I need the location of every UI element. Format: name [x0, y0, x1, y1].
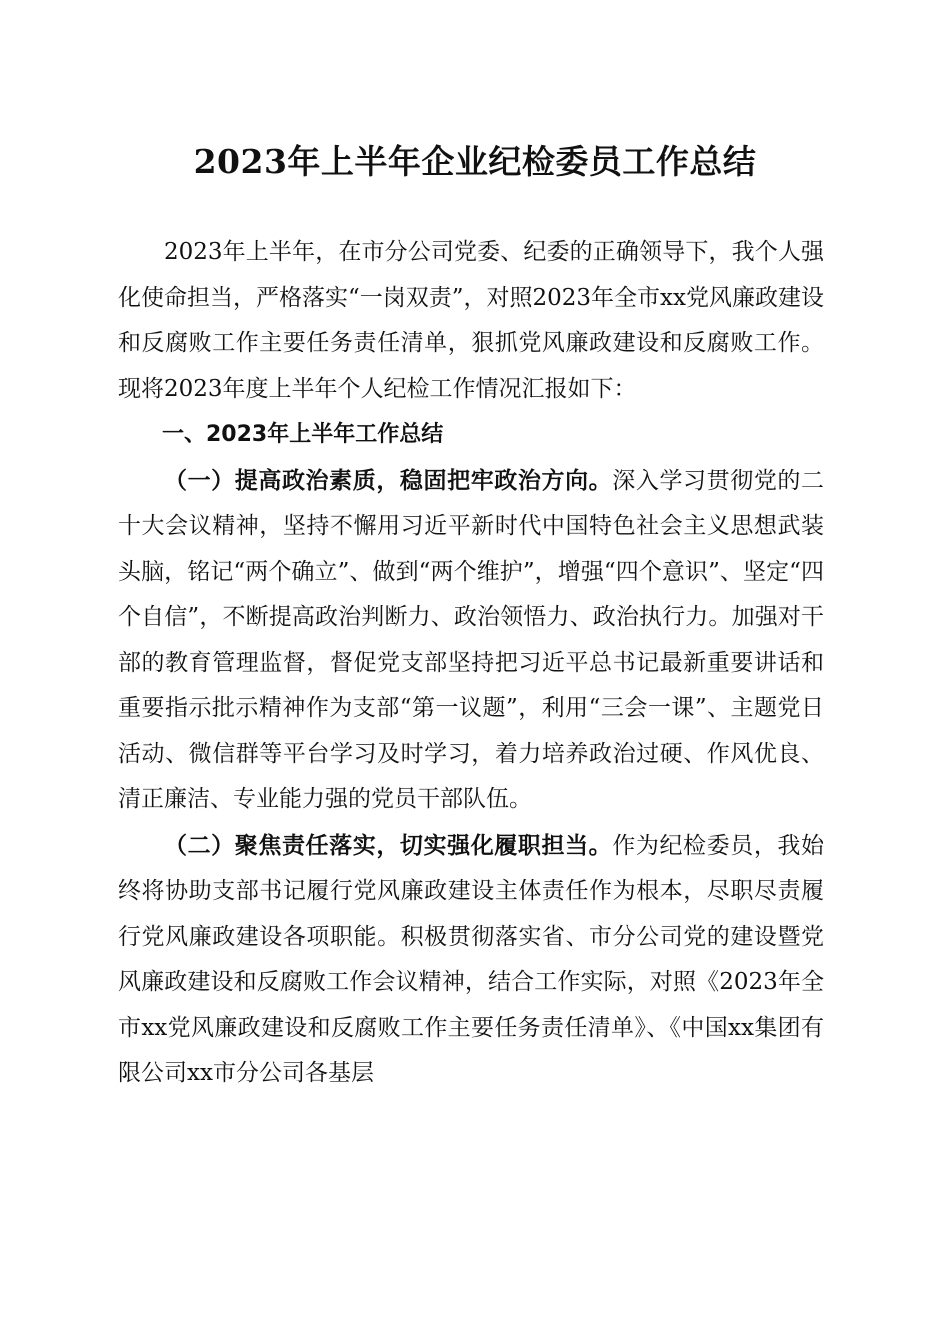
- document-body: [118, 230, 824, 1097]
- subsection-paragraph-1: [118, 458, 824, 823]
- document-title: 2023年上半年企业纪检委员工作总结: [193, 142, 757, 181]
- subsection-text-1: 深入学习贯彻党的二十大会议精神，坚持不懈用习近平新时代中国特色社会主义思想武装头脑，铭记“两个确立”、做到“两个维护”，增强“四个意识”、坚定“四个自信”，不断提高政治判断力、政治领悟力、政治执行力。加强对干部的教育管理监督，督促党支部坚持把习近平总书记最新重要讲话和重要指示批示精神作为支部“第一议题”，利用“三会一课”、主题党日活动、微信群等平台学习及时学习，着力培养政治过硬、作风优良、清正廉洁、专业能力强的党员干部队伍。: [118, 467, 825, 812]
- subsection-text-2: 作为纪检委员，我始终将协助支部书记履行党风廉政建设主体责任作为根本，尽职尽责履行党风廉政建设各项职能。积极贯彻落实省、市分公司党的建设暨党风廉政建设和反腐败工作会议精神，结合工作实际，对照《2023年全市xx党风廉政建设和反腐败工作主要任务责任清单》、《中国xx集团有限公司xx市分公司各基层: [118, 832, 825, 1086]
- subsection-lead-2: （二）聚焦责任落实，切实强化履职担当。: [164, 831, 613, 859]
- subsection-paragraph-2: [118, 823, 824, 1097]
- intro-paragraph: 2023年上半年，在市分公司党委、纪委的正确领导下，我个人强化使命担当，严格落实“一岗双责”，对照2023年全市xx党风廉政建设和反腐败工作主要任务责任清单，狠抓党风廉政建设和反腐败工作。现将2023年度上半年个人纪检工作情况汇报如下：: [118, 239, 824, 402]
- subsection-lead-1: （一）提高政治素质，稳固把牢政治方向。: [164, 466, 613, 494]
- section-heading: 一、2023年上半年工作总结: [162, 422, 444, 447]
